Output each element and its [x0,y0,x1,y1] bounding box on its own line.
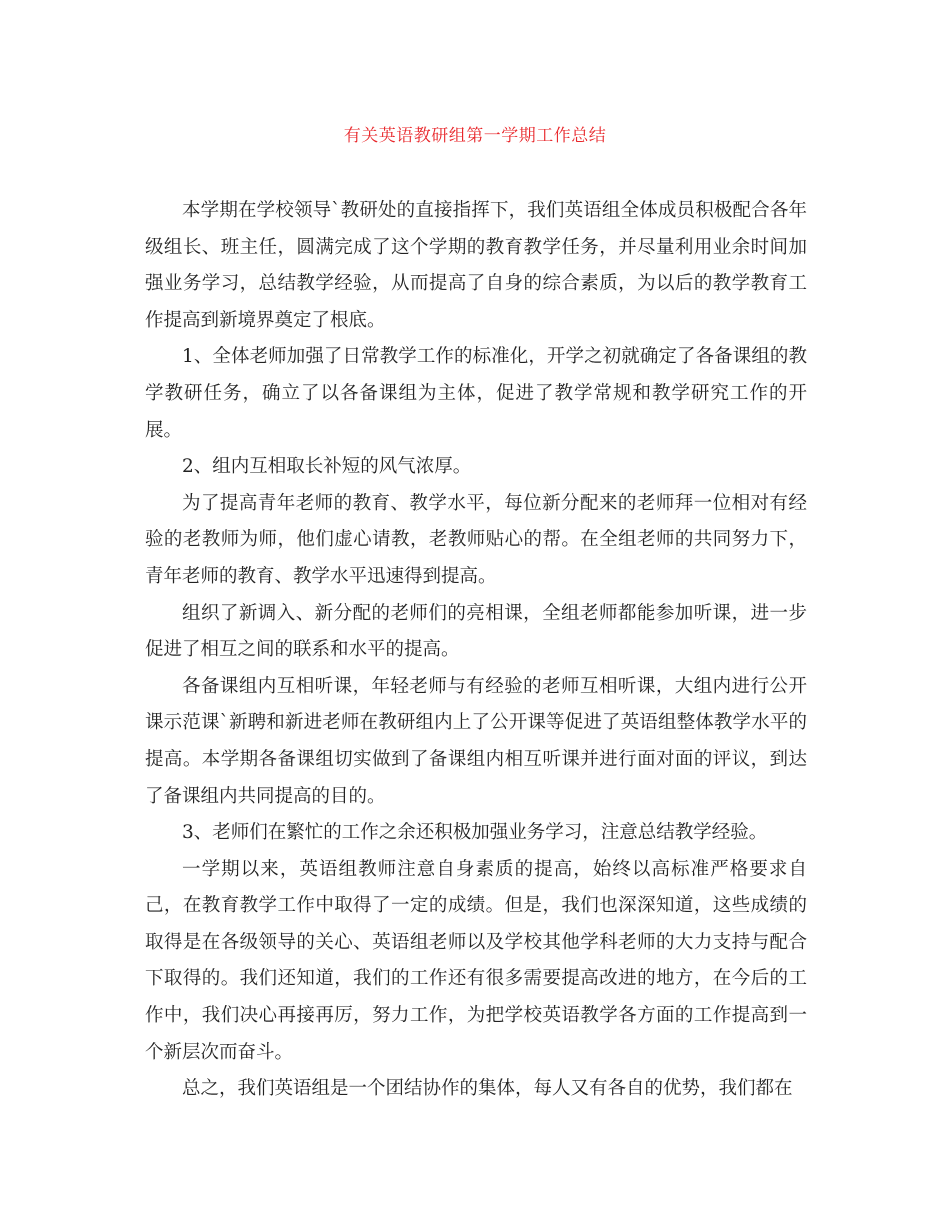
paragraph-observation: 各备课组内互相听课，年轻老师与有经验的老师互相听课，大组内进行公开课示范课`新聘和新进老师在教研组内上了公开课等促进了英语组整体教学水平的提高。本学期各备课组切实做到了备课组内相互听课并进行面对面的评议，到达了备课组内共同提高的目的。 [145,675,807,807]
paragraph-conclusion: 总之，我们英语组是一个团结协作的集体，每人又有各自的优势，我们都在 [182,1078,793,1100]
paragraph-demo-lessons: 组织了新调入、新分配的老师们的亮相课，全组老师都能参加听课，进一步促进了相互之间的联系和水平的提高。 [145,602,807,661]
document-body [145,193,807,1108]
paragraph-point-3: 3、老师们在繁忙的工作之余还积极加强业务学习，注意总结教学经验。 [182,822,768,844]
paragraph-mentoring: 为了提高青年老师的教育、教学水平，每位新分配来的老师拜一位相对有经验的老教师为师，他们虚心请教，老教师贴心的帮。在全组老师的共同努力下，青年老师的教育、教学水平迅速得到提高。 [145,492,807,587]
paragraph-point-2: 2、组内互相取长补短的风气浓厚。 [182,456,472,478]
paragraph-intro: 本学期在学校领导`教研处的直接指挥下，我们英语组全体成员积极配合各年级组长、班主任，圆满完成了这个学期的教育教学任务，并尽量利用业余时间加强业务学习，总结教学经验，从而提高了自身的综合素质，为以后的教学教育工作提高到新境界奠定了根底。 [145,200,807,331]
paragraph-reflection: 一学期以来，英语组教师注意自身素质的提高，始终以高标准严格要求自己，在教育教学工作中取得了一定的成绩。但是，我们也深深知道，这些成绩的取得是在各级领导的关心、英语组老师以及学校其他学科老师的大力支持与配合下取得的。我们还知道，我们的工作还有很多需要提高改进的地方，在今后的工作中，我们决心再接再厉，努力工作，为把学校英语教学各方面的工作提高到一个新层次而奋斗。 [145,858,807,1063]
paragraph-point-1: 1、全体老师加强了日常教学工作的标准化，开学之初就确定了各备课组的教学教研任务，确立了以各备课组为主体，促进了教学常规和教学研究工作的开展。 [145,346,807,441]
document-title: 有关英语教研组第一学期工作总结 [343,126,607,146]
